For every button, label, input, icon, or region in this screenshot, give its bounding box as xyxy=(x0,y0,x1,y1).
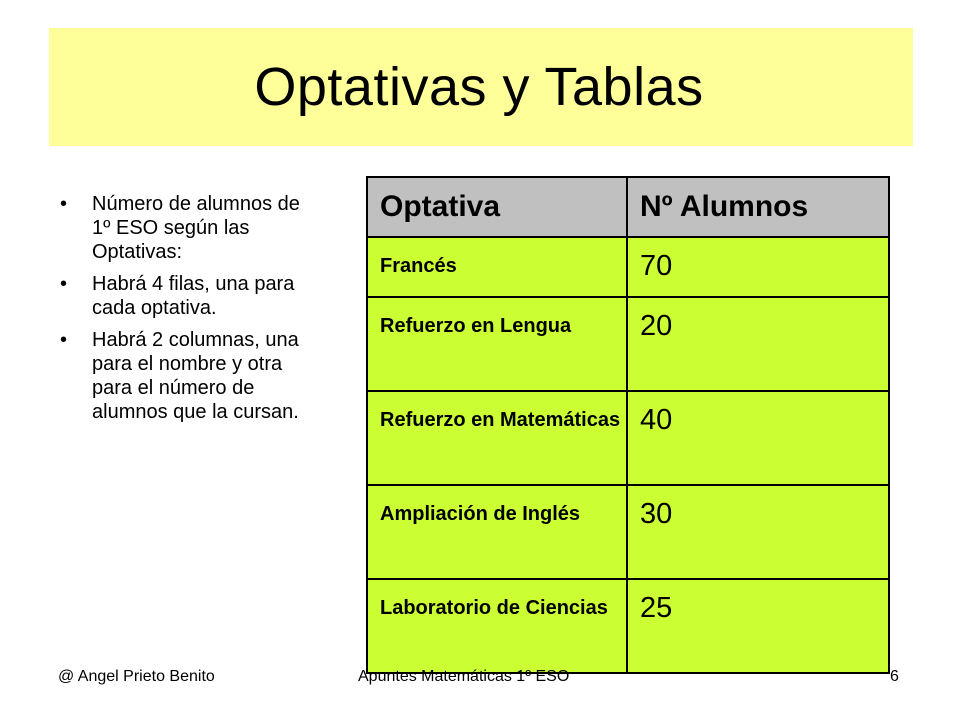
footer-author: @ Angel Prieto Benito xyxy=(58,668,215,685)
table-cell-value xyxy=(627,485,889,579)
bullet-icon: • xyxy=(60,329,68,351)
alumnos-count: 30 xyxy=(640,498,673,530)
bullet-item xyxy=(60,328,322,424)
bullet-item xyxy=(60,272,322,320)
footer-course: Apuntes Matemáticas 1º ESO xyxy=(358,668,570,685)
optativas-table-wrapper xyxy=(366,176,890,674)
table-row xyxy=(367,237,889,297)
table-cell-value xyxy=(627,391,889,485)
table-row xyxy=(367,485,889,579)
alumnos-count: 70 xyxy=(640,250,673,282)
table-row xyxy=(367,297,889,391)
alumnos-count: 20 xyxy=(640,310,673,342)
footer-page-number: 6 xyxy=(890,668,899,685)
optativa-name: Ampliación de Inglés xyxy=(380,503,581,525)
table-cell-name xyxy=(367,579,627,673)
optativa-name: Laboratorio de Ciencias xyxy=(380,597,608,619)
bullet-text: Habrá 2 columnas, una para el nombre y otra para el número de alumnos que la cursan. xyxy=(92,329,299,423)
table-cell-name xyxy=(367,485,627,579)
optativa-name: Refuerzo en Matemáticas xyxy=(380,409,621,431)
bullet-list xyxy=(60,192,322,432)
bullet-icon: • xyxy=(60,193,68,215)
table-cell-name xyxy=(367,237,627,297)
column-header-optativa: Optativa xyxy=(367,177,627,237)
table-cell-name xyxy=(367,391,627,485)
title-band xyxy=(49,28,913,146)
bullet-icon: • xyxy=(60,273,68,295)
table-cell-value xyxy=(627,297,889,391)
bullet-text: Número de alumnos de 1º ESO según las Optativas: xyxy=(92,193,300,263)
table-cell-value xyxy=(627,579,889,673)
bullet-item xyxy=(60,192,322,264)
alumnos-count: 25 xyxy=(640,592,673,624)
bullet-text: Habrá 4 filas, una para cada optativa. xyxy=(92,273,295,319)
optativa-name: Francés xyxy=(380,255,457,277)
slide-title: Optativas y Tablas xyxy=(254,57,704,117)
table-row xyxy=(367,391,889,485)
table-cell-value xyxy=(627,237,889,297)
alumnos-count: 40 xyxy=(640,404,673,436)
table-cell-name xyxy=(367,297,627,391)
table-header-row xyxy=(367,177,889,237)
column-header-alumnos: Nº Alumnos xyxy=(627,177,889,237)
optativas-table xyxy=(366,176,890,674)
optativa-name: Refuerzo en Lengua xyxy=(380,315,572,337)
table-row xyxy=(367,579,889,673)
